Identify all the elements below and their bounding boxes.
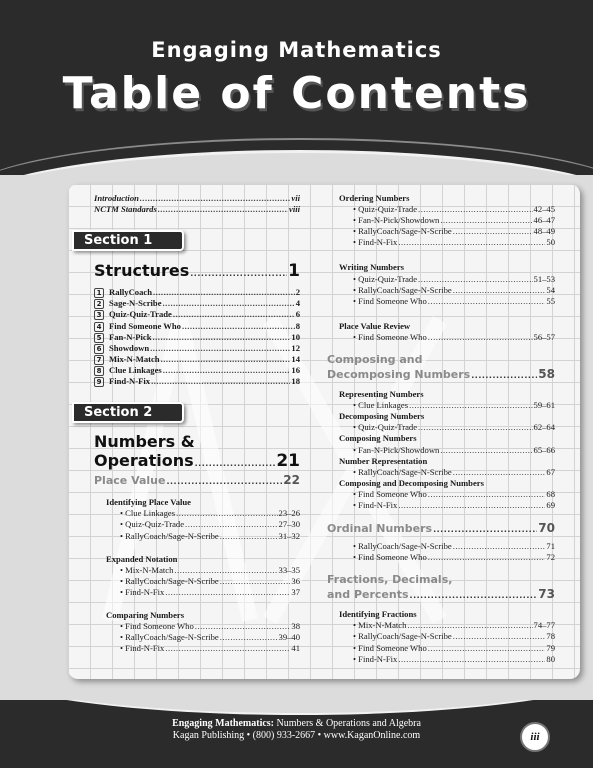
item-page: 56–57 (533, 331, 555, 342)
item-label: • RallyCoach/Sage-N-Scribe (353, 631, 452, 642)
toc-item[interactable] (345, 215, 555, 226)
toc-item[interactable] (345, 445, 555, 456)
toc-item[interactable] (112, 565, 300, 576)
entry-page: 6 (295, 309, 300, 320)
entry-label: Showdown (109, 342, 150, 353)
entry-label: Fan-N-Pick (109, 331, 152, 342)
item-label: • RallyCoach/Sage-N-Scribe (120, 531, 219, 542)
number-box: 7 (94, 355, 104, 365)
toc-section-heading[interactable] (94, 261, 300, 283)
toc-item[interactable] (345, 332, 555, 343)
subsection-page: 58 (538, 367, 555, 382)
toc-item[interactable] (345, 467, 555, 478)
item-page: 55 (546, 295, 555, 306)
item-page: 69 (546, 499, 555, 510)
toc-subsection[interactable] (94, 473, 300, 489)
item-label: • RallyCoach/Sage-N-Scribe (353, 226, 452, 237)
entry-page: viii (289, 204, 300, 215)
topic-title: Composing and Decomposing Numbers (339, 477, 484, 488)
item-page: 67 (546, 466, 555, 477)
entry-label: Sage-N-Scribe (109, 298, 162, 309)
toc-item[interactable] (112, 621, 300, 632)
entry-label: Find-N-Fix (109, 376, 151, 387)
subsection-page: 73 (538, 587, 555, 602)
item-label: • RallyCoach/Sage-N-Scribe (120, 576, 219, 587)
item-label: • Mix-N-Match (353, 620, 406, 631)
item-label: • Quiz-Quiz-Trade (353, 274, 417, 285)
toc-item[interactable] (345, 237, 555, 248)
topic-title: Identifying Fractions (339, 609, 417, 620)
toc-item[interactable] (345, 552, 555, 563)
toc-subsection[interactable] (327, 367, 555, 383)
item-page: 74–77 (533, 620, 555, 631)
section-1-tab: Section 1 (72, 230, 184, 251)
topic-title: Decomposing Numbers (339, 411, 425, 422)
item-page: 46–47 (533, 215, 555, 226)
item-label: • RallyCoach/Sage-N-Scribe (353, 541, 452, 552)
number-box: 6 (94, 344, 104, 354)
footer-publisher: Kagan Publishing • (800) 933-2667 • www.KaganOnline.com (172, 730, 421, 741)
item-page: 71 (546, 541, 555, 552)
entry-label: RallyCoach (109, 287, 152, 298)
toc-item[interactable] (112, 508, 300, 519)
item-label: • Mix-N-Match (120, 565, 173, 576)
page-number: iii (520, 722, 550, 752)
item-label: • Clue Linkages (353, 400, 408, 411)
item-label: • Fan-N-Pick/Showdown (353, 215, 439, 226)
toc-item[interactable] (345, 643, 555, 654)
structure-entry[interactable] (94, 287, 300, 298)
toc-entry[interactable] (94, 193, 300, 204)
page-title: Table of Contents (62, 68, 531, 119)
subsection-label: and Percents (327, 588, 409, 602)
toc-item[interactable] (345, 296, 555, 307)
topic-title: Representing Numbers (339, 389, 424, 400)
item-label: • Find-N-Fix (120, 643, 164, 654)
number-box: 9 (94, 377, 104, 387)
number-box: 5 (94, 333, 104, 343)
footer-book-title: Engaging Mathematics: (172, 718, 275, 729)
item-page: 79 (546, 642, 555, 653)
item-page: 41 (291, 643, 300, 654)
subsection-page: 70 (538, 521, 555, 536)
topic-title: Identifying Place Value (106, 497, 191, 508)
entry-page: vii (291, 193, 300, 203)
item-label: • RallyCoach/Sage-N-Scribe (353, 467, 452, 478)
structure-entry[interactable] (94, 309, 300, 320)
item-label: • Find Someone Who (353, 643, 427, 654)
item-label: • Find Someone Who (353, 552, 427, 563)
item-label: • Quiz-Quiz-Trade (120, 519, 184, 530)
toc-item[interactable] (112, 632, 300, 643)
item-page: 48–49 (533, 226, 555, 237)
toc-item[interactable] (345, 631, 555, 642)
toc-item[interactable] (112, 531, 300, 542)
subsection-line1: Fractions, Decimals, (327, 573, 453, 587)
item-label: • Find Someone Who (120, 621, 194, 632)
item-page: 42–45 (533, 204, 555, 215)
footer-book-subtitle: Numbers & Operations and Algebra (274, 718, 421, 729)
toc-item[interactable] (112, 643, 300, 654)
item-page: 62–64 (533, 422, 555, 433)
toc-item[interactable] (345, 422, 555, 433)
item-page: 38 (291, 621, 300, 632)
item-page: 33–35 (278, 564, 300, 575)
structure-entry[interactable] (94, 321, 300, 332)
item-page: 31–32 (278, 530, 300, 541)
subsection-line1: Composing and (327, 353, 423, 367)
toc-item[interactable] (345, 285, 555, 296)
item-label: • RallyCoach/Sage-N-Scribe (353, 285, 452, 296)
item-page: 36 (291, 575, 300, 586)
entry-label: Clue Linkages (109, 364, 162, 375)
toc-subsection[interactable] (327, 587, 555, 603)
footer-arc (0, 700, 593, 715)
toc-item[interactable] (345, 489, 555, 500)
item-page: 59–61 (533, 400, 555, 411)
number-box: 8 (94, 366, 104, 376)
entry-page: 16 (291, 364, 300, 375)
structure-entry[interactable] (94, 298, 300, 309)
section-heading-line1: Numbers & (94, 432, 195, 452)
entry-page: 2 (295, 287, 300, 298)
item-page: 37 (291, 586, 300, 597)
item-page: 54 (546, 284, 555, 295)
entry-page: 8 (295, 320, 300, 331)
item-label: • Find-N-Fix (120, 587, 164, 598)
header-subtitle: Engaging Mathematics (151, 38, 442, 62)
section-heading-label: Structures (94, 261, 190, 281)
topic-title: Place Value Review (339, 320, 411, 331)
topic-title: Writing Numbers (339, 262, 405, 273)
topic-title: Expanded Notation (106, 553, 178, 564)
topic-title: Comparing Numbers (106, 609, 185, 620)
toc-item[interactable] (345, 500, 555, 511)
toc-item[interactable] (112, 576, 300, 587)
item-page: 23–26 (278, 508, 300, 519)
footer-text (0, 718, 593, 742)
item-page: 72 (546, 552, 555, 563)
toc-subsection[interactable] (327, 521, 555, 537)
item-label: • Quiz-Quiz-Trade (353, 204, 417, 215)
topic-title: Ordering Numbers (339, 193, 410, 203)
section-heading-page: 21 (276, 451, 300, 472)
subsection-label: Place Value (94, 474, 166, 488)
toc-item[interactable] (345, 226, 555, 237)
item-label: • Find Someone Who (353, 296, 427, 307)
item-page: 50 (546, 237, 555, 248)
structure-entry[interactable] (94, 332, 300, 343)
toc-item[interactable] (345, 654, 555, 665)
toc-item[interactable] (345, 274, 555, 285)
item-page: 80 (546, 653, 555, 664)
toc-section-heading[interactable] (94, 451, 300, 473)
item-label: • Find-N-Fix (353, 237, 397, 248)
structure-entry[interactable] (94, 365, 300, 376)
entry-page: 4 (295, 298, 300, 309)
number-box: 2 (94, 299, 104, 309)
entry-page: 14 (291, 353, 300, 364)
item-label: • Clue Linkages (120, 508, 175, 519)
structure-entry[interactable] (94, 376, 300, 387)
item-label: • Find-N-Fix (353, 654, 397, 665)
section-2-tab: Section 2 (72, 402, 184, 423)
entry-page: 10 (291, 331, 300, 342)
toc-item[interactable] (345, 620, 555, 631)
entry-label: Introduction (94, 193, 139, 203)
item-page: 39–40 (278, 632, 300, 643)
entry-label: NCTM Standards (94, 204, 157, 215)
toc-item[interactable] (345, 204, 555, 215)
subsection-page: 22 (283, 473, 300, 488)
entry-page: 12 (291, 342, 300, 353)
toc-item[interactable] (112, 587, 300, 598)
section-heading-label: Operations (94, 451, 194, 471)
toc-item[interactable] (345, 400, 555, 411)
toc-entry[interactable] (94, 204, 300, 215)
number-box: 4 (94, 322, 104, 332)
topic-title: Number Representation (339, 455, 428, 466)
item-label: • Find Someone Who (353, 489, 427, 500)
subsection-label: Decomposing Numbers (327, 368, 471, 382)
item-label: • RallyCoach/Sage-N-Scribe (120, 632, 219, 643)
structure-entry[interactable] (94, 343, 300, 354)
number-box: 1 (94, 288, 104, 298)
entry-label: Quiz-Quiz-Trade (109, 309, 172, 320)
toc-item[interactable] (345, 541, 555, 552)
toc-item[interactable] (112, 519, 300, 530)
structure-entry[interactable] (94, 354, 300, 365)
left-column (84, 193, 300, 654)
entry-label: Find Someone Who (109, 320, 181, 331)
entry-page: 18 (291, 376, 300, 387)
topic-title: Composing Numbers (339, 433, 417, 444)
right-column (327, 193, 555, 665)
item-page: 51–53 (533, 273, 555, 284)
item-page: 27–30 (278, 519, 300, 530)
item-label: • Find Someone Who (353, 332, 427, 343)
item-page: 78 (546, 631, 555, 642)
subsection-label: Ordinal Numbers (327, 522, 433, 536)
item-page: 65–66 (533, 444, 555, 455)
entry-label: Mix-N-Match (109, 353, 160, 364)
item-label: • Quiz-Quiz-Trade (353, 422, 417, 433)
item-page: 68 (546, 488, 555, 499)
item-label: • Fan-N-Pick/Showdown (353, 445, 439, 456)
section-heading-page: 1 (288, 261, 300, 282)
number-box: 3 (94, 310, 104, 320)
item-label: • Find-N-Fix (353, 500, 397, 511)
